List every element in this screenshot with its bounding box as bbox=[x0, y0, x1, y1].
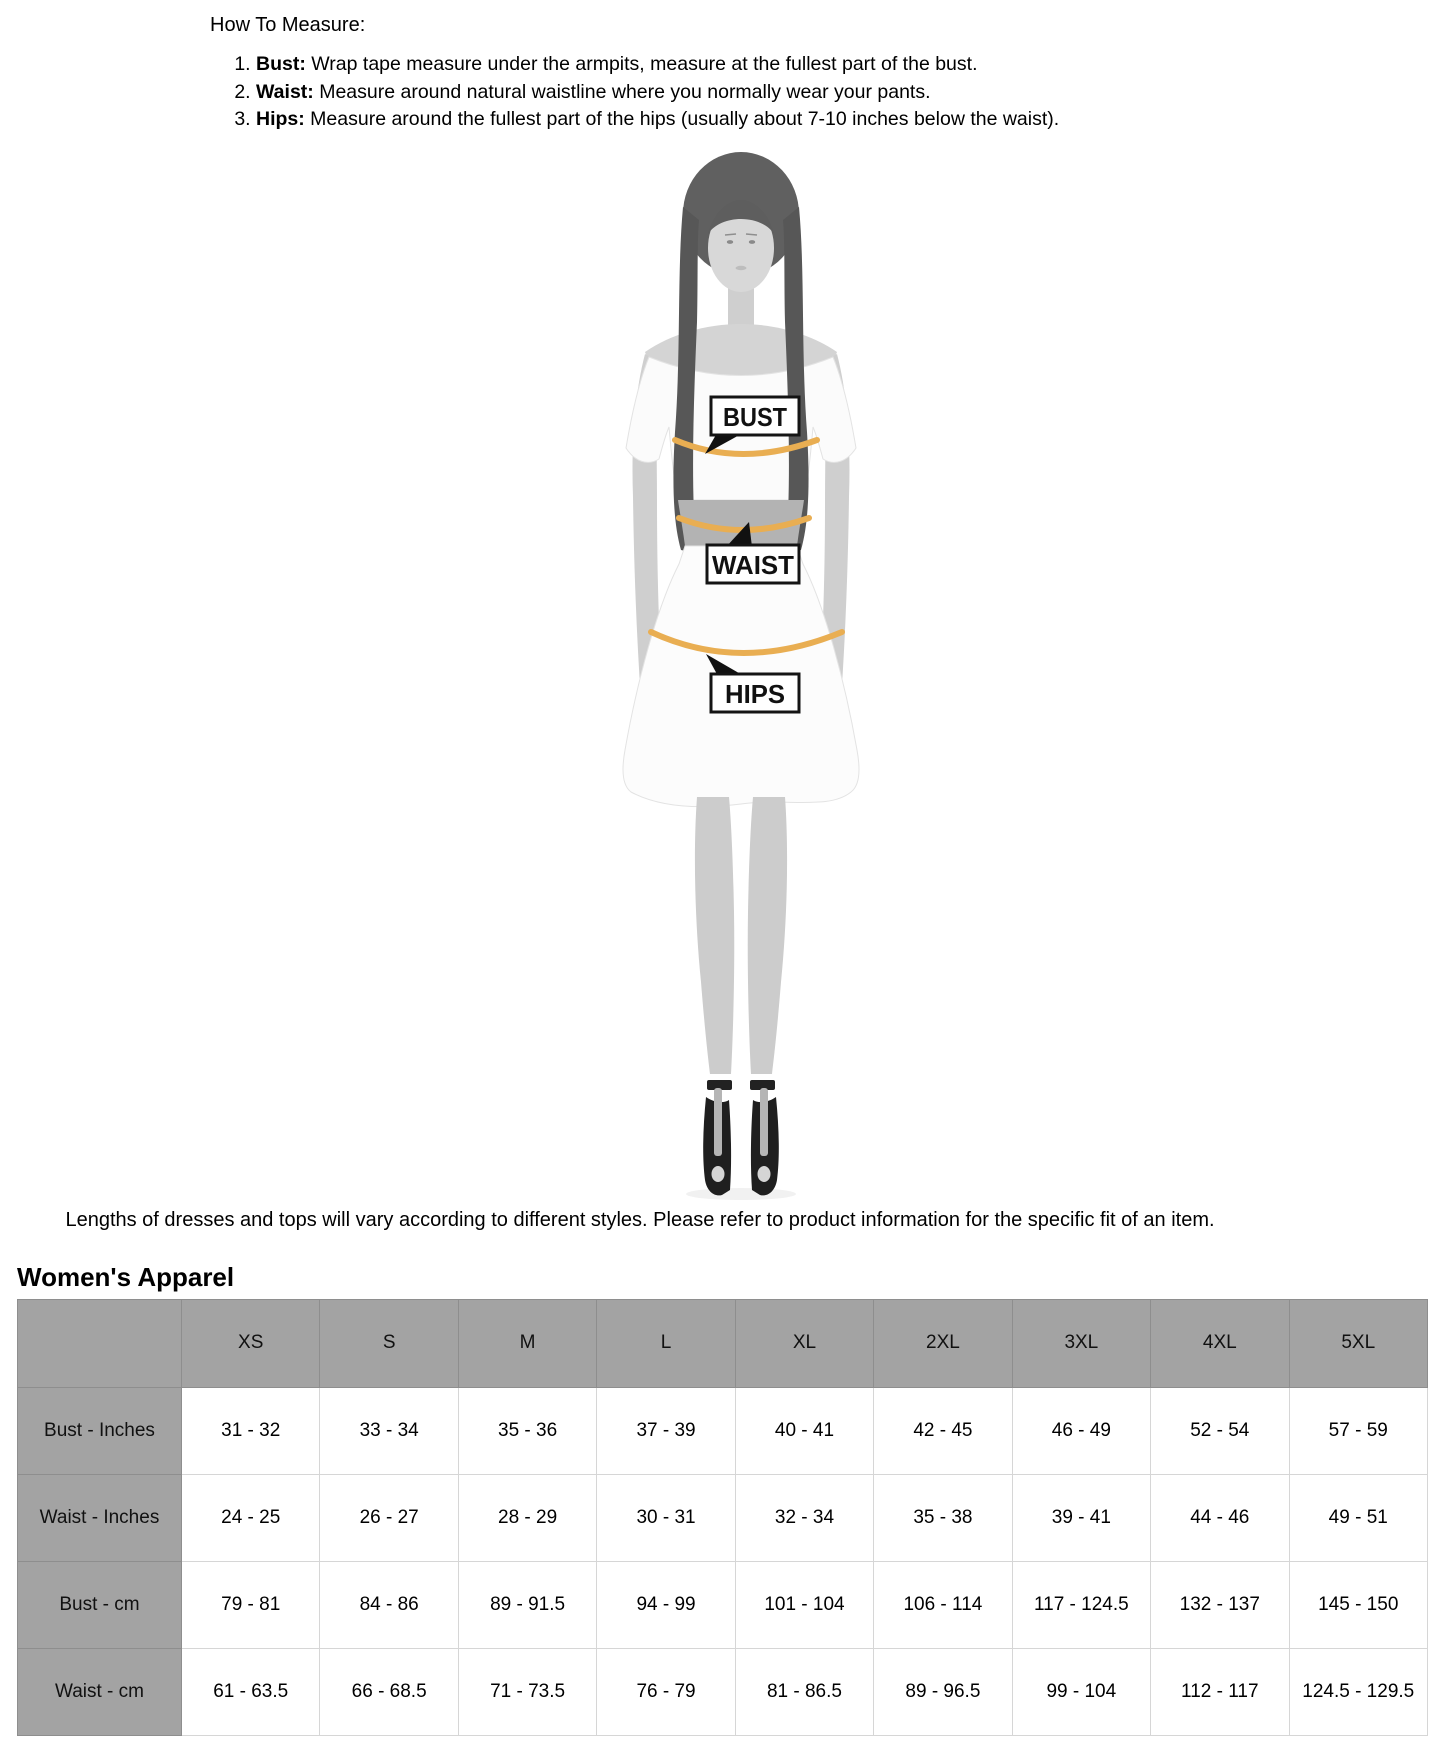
size-value-cell: 66 - 68.5 bbox=[320, 1648, 458, 1735]
size-value-cell: 79 - 81 bbox=[182, 1561, 320, 1648]
size-column-header: 3XL bbox=[1012, 1299, 1150, 1387]
size-row-label: Bust - cm bbox=[18, 1561, 182, 1648]
floor-shadow bbox=[686, 1188, 796, 1200]
model-face bbox=[708, 200, 774, 292]
size-chart-row bbox=[18, 1648, 1428, 1735]
size-value-cell: 39 - 41 bbox=[1012, 1474, 1150, 1561]
size-value-cell: 30 - 31 bbox=[597, 1474, 735, 1561]
size-column-header: L bbox=[597, 1299, 735, 1387]
model-heels bbox=[703, 1080, 779, 1195]
size-value-cell: 106 - 114 bbox=[874, 1561, 1012, 1648]
measure-step bbox=[256, 106, 1445, 134]
measure-step-text: Measure around natural waistline where you normally wear your pants. bbox=[319, 80, 931, 103]
size-value-cell: 101 - 104 bbox=[735, 1561, 873, 1648]
size-value-cell: 33 - 34 bbox=[320, 1387, 458, 1474]
measure-steps-list bbox=[210, 51, 1445, 134]
size-value-cell: 42 - 45 bbox=[874, 1387, 1012, 1474]
size-value-cell: 35 - 36 bbox=[458, 1387, 596, 1474]
size-chart-row bbox=[18, 1474, 1428, 1561]
size-column-header: XS bbox=[182, 1299, 320, 1387]
size-value-cell: 40 - 41 bbox=[735, 1387, 873, 1474]
size-value-cell: 71 - 73.5 bbox=[458, 1648, 596, 1735]
size-column-header: 2XL bbox=[874, 1299, 1012, 1387]
measure-step-term: Bust: bbox=[256, 53, 306, 75]
measurement-figure bbox=[591, 152, 891, 1207]
size-chart-row bbox=[18, 1561, 1428, 1648]
size-chart-corner-cell bbox=[18, 1299, 182, 1387]
measure-step-term: Hips: bbox=[256, 108, 305, 130]
measure-step bbox=[256, 79, 1445, 107]
size-value-cell: 35 - 38 bbox=[874, 1474, 1012, 1561]
size-value-cell: 94 - 99 bbox=[597, 1561, 735, 1648]
measure-step-text: Wrap tape measure under the armpits, measure at the fullest part of the bust. bbox=[311, 53, 978, 75]
size-value-cell: 52 - 54 bbox=[1151, 1387, 1289, 1474]
size-value-cell: 117 - 124.5 bbox=[1012, 1561, 1150, 1648]
size-column-header: M bbox=[458, 1299, 596, 1387]
size-value-cell: 26 - 27 bbox=[320, 1474, 458, 1561]
size-chart-row bbox=[18, 1387, 1428, 1474]
size-value-cell: 132 - 137 bbox=[1151, 1561, 1289, 1648]
size-row-label: Waist - Inches bbox=[18, 1474, 182, 1561]
size-value-cell: 89 - 91.5 bbox=[458, 1561, 596, 1648]
size-column-header: XL bbox=[735, 1299, 873, 1387]
hips-label-text: HIPS bbox=[724, 678, 785, 709]
size-value-cell: 99 - 104 bbox=[1012, 1648, 1150, 1735]
size-value-cell: 37 - 39 bbox=[597, 1387, 735, 1474]
size-column-header: 5XL bbox=[1289, 1299, 1428, 1387]
size-value-cell: 84 - 86 bbox=[320, 1561, 458, 1648]
size-row-label: Bust - Inches bbox=[18, 1387, 182, 1474]
size-value-cell: 145 - 150 bbox=[1289, 1561, 1428, 1648]
how-to-measure-title: How To Measure: bbox=[210, 14, 366, 36]
measure-step-term: Waist: bbox=[256, 80, 314, 103]
waist-label-text: WAIST bbox=[711, 549, 794, 580]
size-column-header: 4XL bbox=[1151, 1299, 1289, 1387]
size-value-cell: 61 - 63.5 bbox=[182, 1648, 320, 1735]
model-figure-illustration bbox=[591, 152, 891, 1202]
model-legs bbox=[694, 797, 786, 1074]
how-to-measure-section bbox=[0, 0, 1445, 134]
size-value-cell: 31 - 32 bbox=[182, 1387, 320, 1474]
fit-note: Lengths of dresses and tops will vary according to different styles. Please refer to product information for the specific fit of an item. bbox=[65, 1208, 1215, 1231]
measure-step-text: Measure around the fullest part of the hips (usually about 7-10 inches below the waist). bbox=[310, 108, 1060, 130]
size-value-cell: 44 - 46 bbox=[1151, 1474, 1289, 1561]
size-value-cell: 28 - 29 bbox=[458, 1474, 596, 1561]
size-value-cell: 32 - 34 bbox=[735, 1474, 873, 1561]
size-value-cell: 76 - 79 bbox=[597, 1648, 735, 1735]
size-value-cell: 112 - 117 bbox=[1151, 1648, 1289, 1735]
measure-step bbox=[256, 51, 1445, 79]
size-value-cell: 49 - 51 bbox=[1289, 1474, 1428, 1561]
size-value-cell: 57 - 59 bbox=[1289, 1387, 1428, 1474]
size-column-header: S bbox=[320, 1299, 458, 1387]
size-value-cell: 81 - 86.5 bbox=[735, 1648, 873, 1735]
size-value-cell: 24 - 25 bbox=[182, 1474, 320, 1561]
bust-label-text: BUST bbox=[722, 401, 787, 432]
size-chart-header-row bbox=[18, 1299, 1428, 1387]
size-row-label: Waist - cm bbox=[18, 1648, 182, 1735]
size-chart-table bbox=[17, 1299, 1428, 1736]
size-chart-title: Women's Apparel bbox=[17, 1261, 235, 1292]
size-chart-section bbox=[0, 1262, 1445, 1736]
size-value-cell: 124.5 - 129.5 bbox=[1289, 1648, 1428, 1735]
size-value-cell: 46 - 49 bbox=[1012, 1387, 1150, 1474]
size-value-cell: 89 - 96.5 bbox=[874, 1648, 1012, 1735]
